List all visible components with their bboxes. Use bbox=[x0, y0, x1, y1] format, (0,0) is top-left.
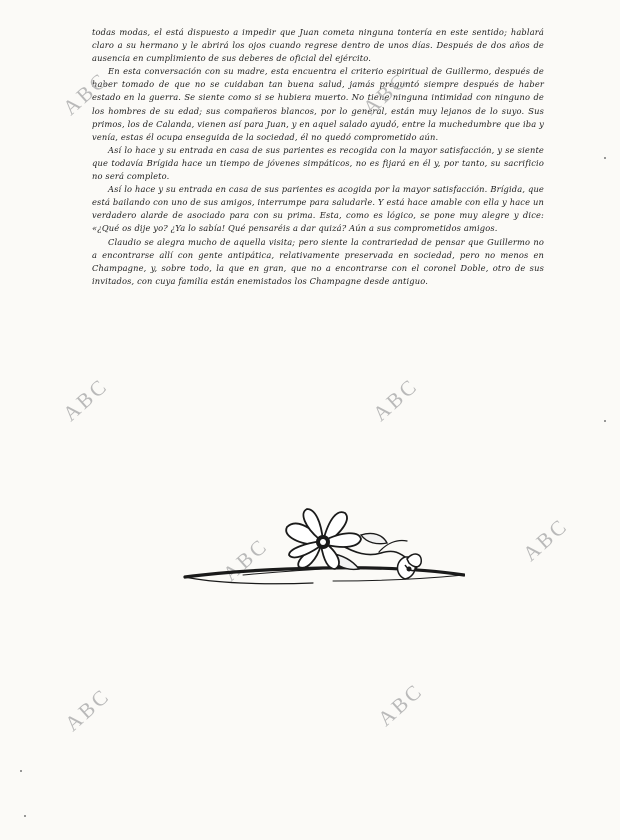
paragraph: Así lo hace y su entrada en casa de sus parientes es acogida por la mayor satisfacción. Brígida, que está bailando con uno de sus amigos, interrumpe para saludarle. Y está hace amable con ella y hace un verdadero alarde de asociado para con su prima. Esta, como es lógico, se pone muy alegre y dice: «¿Qué os dije yo? ¿Ya lo sabía! Qué pensaréis a dar quizá? Aún a sus comprometidos amigos. bbox=[92, 184, 544, 234]
paragraph: En esta conversación con su madre, esta encuentra el criterio espiritual de Guillermo, después de haber tomado de que no se cuidaban tan buena salud, jamás preguntó siempre después de haber estado en la guerra. Se siente como si se hubiera muerto. No tiene ninguna intimidad con ninguno de los hombres de su edad; sus compañeros blancos, por lo general, están muy lejanos de lo suyo. Sus primos, los de Calanda, vienen así para Juan, y en aquel salado ayudó, entre la muchedumbre que iba y venía, estas él ocupa enseguida de la sociedad, él no quedó comprometido aún. bbox=[92, 66, 544, 142]
print-speck bbox=[20, 770, 22, 772]
abc-watermark: ABC bbox=[58, 373, 113, 426]
print-speck bbox=[604, 157, 606, 159]
abc-watermark: ABC bbox=[58, 67, 113, 120]
print-speck bbox=[604, 420, 606, 422]
floral-ornament-icon bbox=[183, 505, 465, 595]
print-speck bbox=[24, 815, 26, 817]
abc-watermark: ABC bbox=[518, 513, 573, 566]
paragraph: Así lo hace y su entrada en casa de sus parientes es recogida con la mayor satisfacción, y se siente que todavía Brígida hace un tiempo de jóvenes simpáticos, no es fijará en él y, por tanto, su sacrificio no será completo. bbox=[92, 144, 544, 182]
abc-watermark: ABC bbox=[60, 683, 115, 736]
paragraph: Claudio se alegra mucho de aquella visita; pero siente la contrariedad de pensar que Guillermo no a encontrarse allí con gente antipática, relativamente preservada en sociedad, pero no menos en Champagne, y, sobre todo, la que en gran, que no a encontrarse con el coronel Doble, otro de sus invitados, con cuya familia están enemistados los Champagne desde antiguo. bbox=[92, 236, 544, 286]
abc-watermark: ABC bbox=[358, 67, 413, 120]
article-text bbox=[92, 26, 544, 288]
abc-watermark: ABC bbox=[373, 678, 428, 731]
paragraph: todas modas, el está dispuesto a impedir que Juan cometa ninguna tontería en este sentido; hablará claro a su hermano y le abrirá los ojos cuando regrese dentro de unos días. Después de dos años de ausencia en cumplimiento de sus deberes de oficial del ejército. bbox=[92, 27, 544, 64]
abc-watermark: ABC bbox=[368, 373, 423, 426]
abc-watermark: ABC bbox=[218, 533, 273, 586]
